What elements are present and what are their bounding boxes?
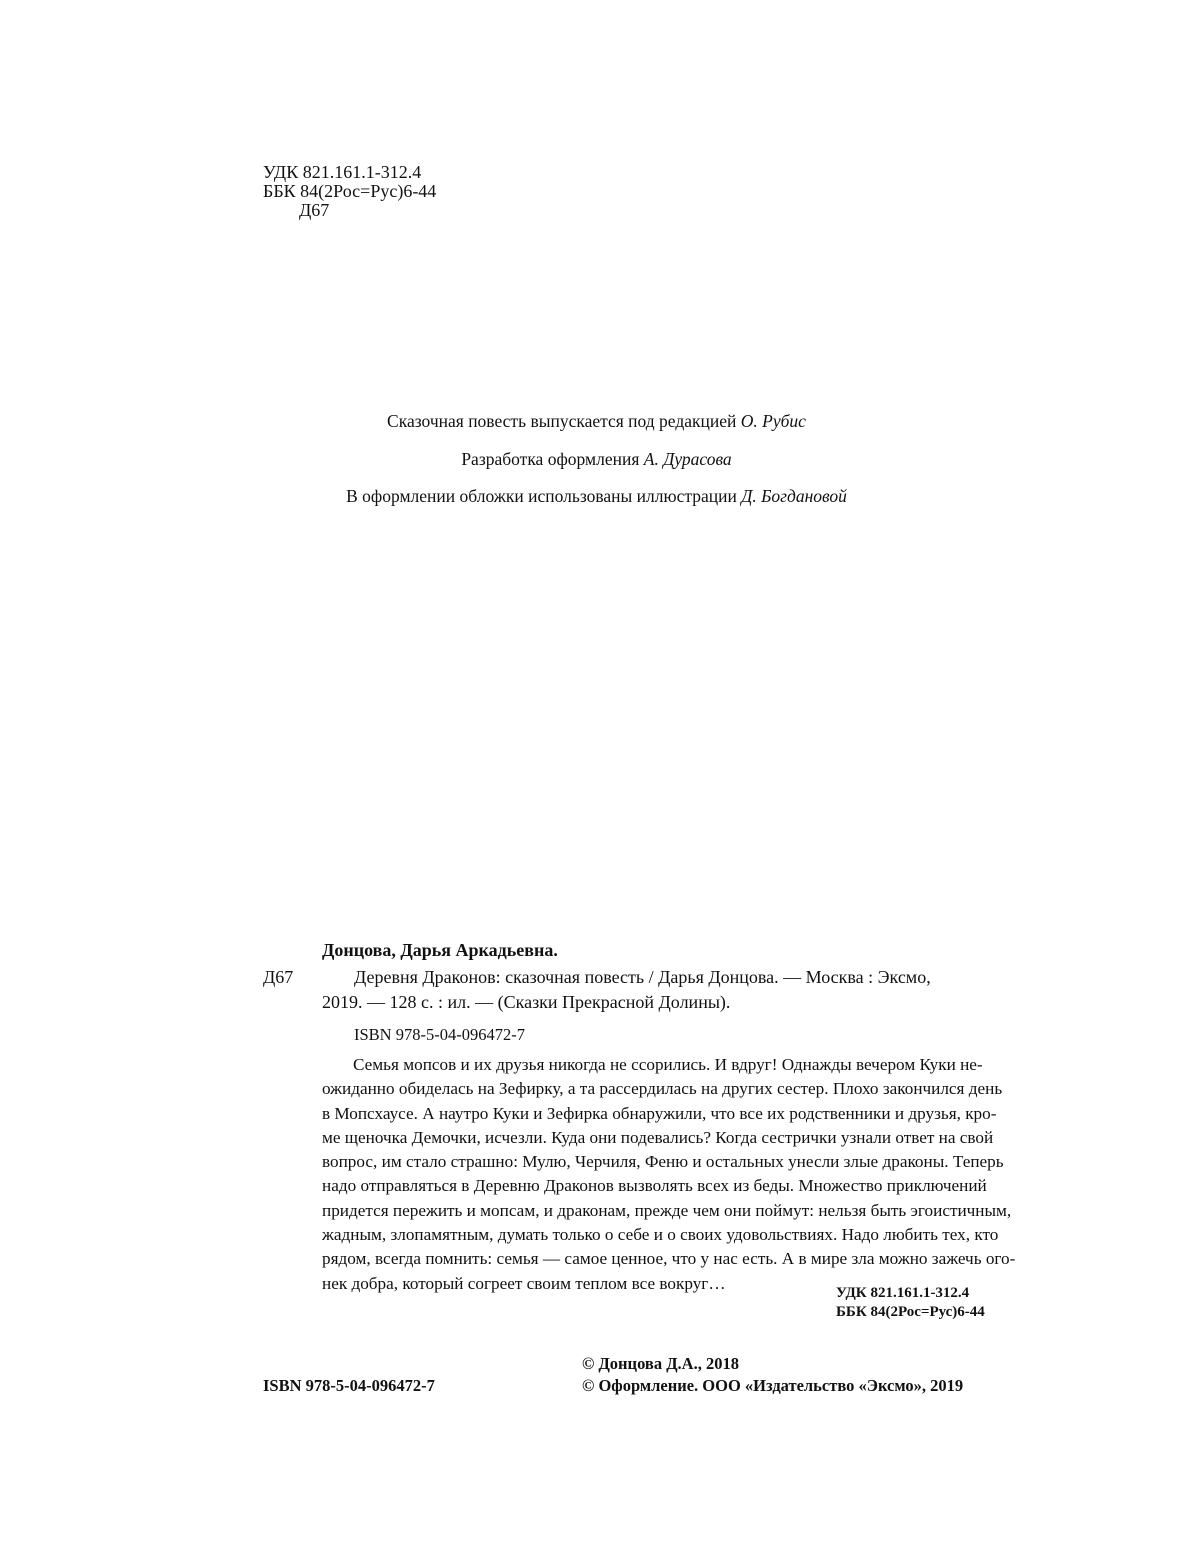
catalog-author-heading: Донцова, Дарья Аркадьевна.	[322, 940, 558, 960]
catalog-description-line1: Деревня Драконов: сказочная повесть / Дарья Донцова. — Москва : Эксмо,	[354, 967, 931, 987]
copyright-author: © Донцова Д.А., 2018	[582, 1354, 739, 1373]
catalog-author-sign: Д67	[263, 967, 294, 987]
catalog-description-line2: 2019. — 128 с. : ил. — (Сказки Прекрасной Долины).	[322, 992, 731, 1012]
catalog-udk-code: УДК 821.161.1-312.4	[836, 1285, 970, 1301]
annotation	[322, 1053, 1016, 1296]
annotation-line: ме щеночка Демочки, исчезли. Куда они подевались? Когда сестрички узнали ответ на свой	[322, 1127, 994, 1147]
annotation-line: Семья мопсов и их друзья никогда не ссорились. И вдруг! Однажды вечером Куки не-	[353, 1055, 983, 1074]
copyright-design: © Оформление. ООО «Издательство «Эксмо», 2019	[582, 1376, 964, 1395]
annotation-line: надо отправляться в Деревню Драконов вызволять всех из беды. Множество приключений	[322, 1176, 987, 1196]
credit-editor	[0, 411, 1193, 432]
annotation-line: вопрос, им стало страшно: Мулю, Черчиля, Феню и остальных унесли злые драконы. Теперь	[322, 1152, 1004, 1172]
footer-isbn: ISBN 978-5-04-096472-7	[263, 1376, 435, 1395]
annotation-line: нек добра, который согреет своим теплом все вокруг…	[322, 1273, 726, 1293]
credit-design	[0, 449, 1193, 470]
annotation-line: рядом, всегда помнить: семья — самое ценное, что у нас есть. А в мире зла можно зажечь ого-	[322, 1249, 1016, 1269]
annotation-line: придется пережить и мопсам, и драконам, прежде чем они поймут: нельзя быть эгоистичным,	[322, 1200, 1012, 1220]
credit-design-name: А. Дурасова	[643, 449, 732, 469]
catalog-bbk-code: ББК 84(2Рос=Рус)6-44	[836, 1304, 985, 1320]
annotation-line: жадным, злопамятным, думать только о себе и о своих удовольствиях. Надо любить тех, кто	[322, 1225, 999, 1245]
author-sign-top: Д67	[299, 200, 330, 220]
credit-illustrations-name: Д. Богдановой	[741, 486, 847, 506]
credit-illustrations-text: В оформлении обложки использованы иллюстрации	[346, 486, 742, 506]
credit-editor-name: О. Рубис	[740, 411, 806, 431]
credit-design-text: Разработка оформления	[461, 449, 644, 469]
catalog-isbn: ISBN 978-5-04-096472-7	[354, 1025, 525, 1044]
credit-illustrations	[0, 486, 1193, 507]
credit-editor-text: Сказочная повесть выпускается под редакцией	[387, 411, 741, 431]
udk-code-top: УДК 821.161.1-312.4	[263, 162, 422, 182]
bbk-code-top: ББК 84(2Рос=Рус)6-44	[263, 181, 437, 201]
annotation-line: в Мопсхаусе. А наутро Куки и Зефирка обнаружили, что все их родственники и друзья, кро-	[322, 1103, 997, 1123]
annotation-line: ожиданно обиделась на Зефирку, а та рассердилась на других сестер. Плохо закончился день	[322, 1079, 1003, 1099]
